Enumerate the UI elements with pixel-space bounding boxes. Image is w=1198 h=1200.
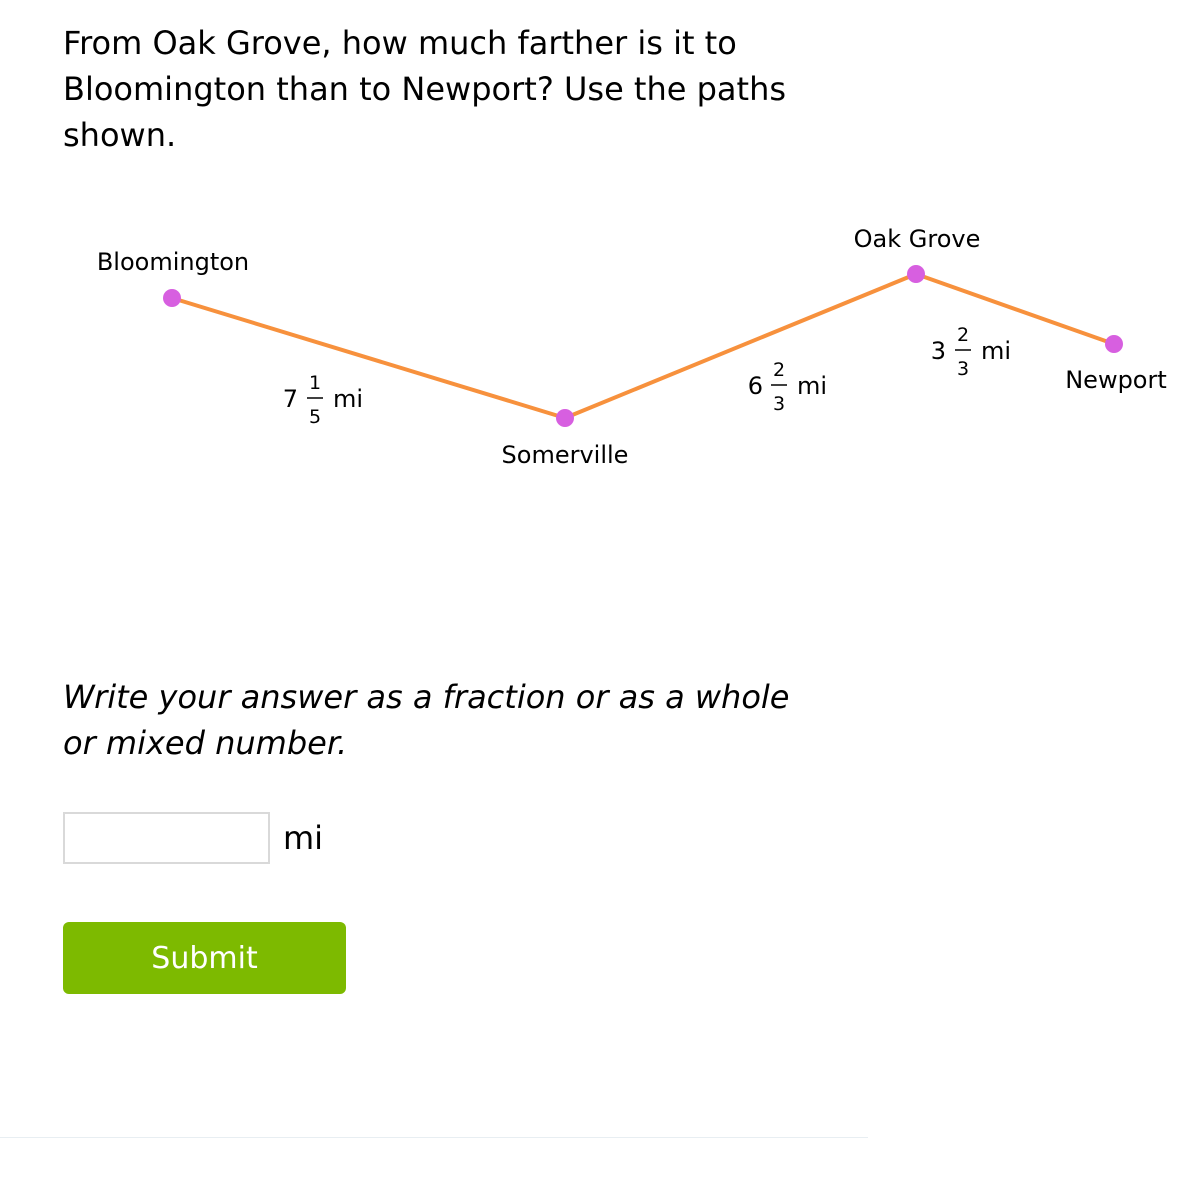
distance-numerator: 1 [308,372,322,394]
distance-whole: 3 [930,337,946,365]
answer-input[interactable] [63,812,270,864]
distance-label-oak-grove-newport [931,324,1011,380]
route-diagram [0,200,1198,500]
answer-row [63,812,323,864]
distance-unit: mi [797,372,828,400]
path-somerville-oak-grove [565,274,916,418]
somerville-label: Somerville [501,441,629,469]
somerville-point [556,409,574,427]
path-oak-grove-newport [916,274,1114,344]
newport-label: Newport [1065,366,1167,394]
divider [0,1137,868,1138]
oak-grove-label: Oak Grove [853,225,981,253]
answer-instructions: Write your answer as a fraction or as a whole or mixed number. [63,678,790,762]
distance-whole: 6 [747,372,763,400]
answer-unit-label: mi [283,819,324,857]
bloomington-point [163,289,181,307]
distance-numerator: 2 [772,359,786,381]
distance-unit: mi [981,337,1012,365]
newport-point [1105,335,1123,353]
distance-numerator: 2 [956,324,970,346]
distance-denominator: 3 [772,393,786,415]
question-text: From Oak Grove, how much farther is it to Bloomington than to Newport? Use the paths shown. [63,24,787,154]
submit-button[interactable]: Submit [63,922,346,994]
distance-whole: 7 [282,385,298,413]
distance-unit: mi [333,385,364,413]
bloomington-label: Bloomington [96,248,250,276]
distance-denominator: 3 [956,358,970,380]
distance-label-somerville-oak-grove [748,359,827,415]
distance-label-bloomington-somerville [283,372,363,428]
distance-denominator: 5 [308,406,322,428]
path-bloomington-somerville [172,298,565,418]
oak-grove-point [907,265,925,283]
